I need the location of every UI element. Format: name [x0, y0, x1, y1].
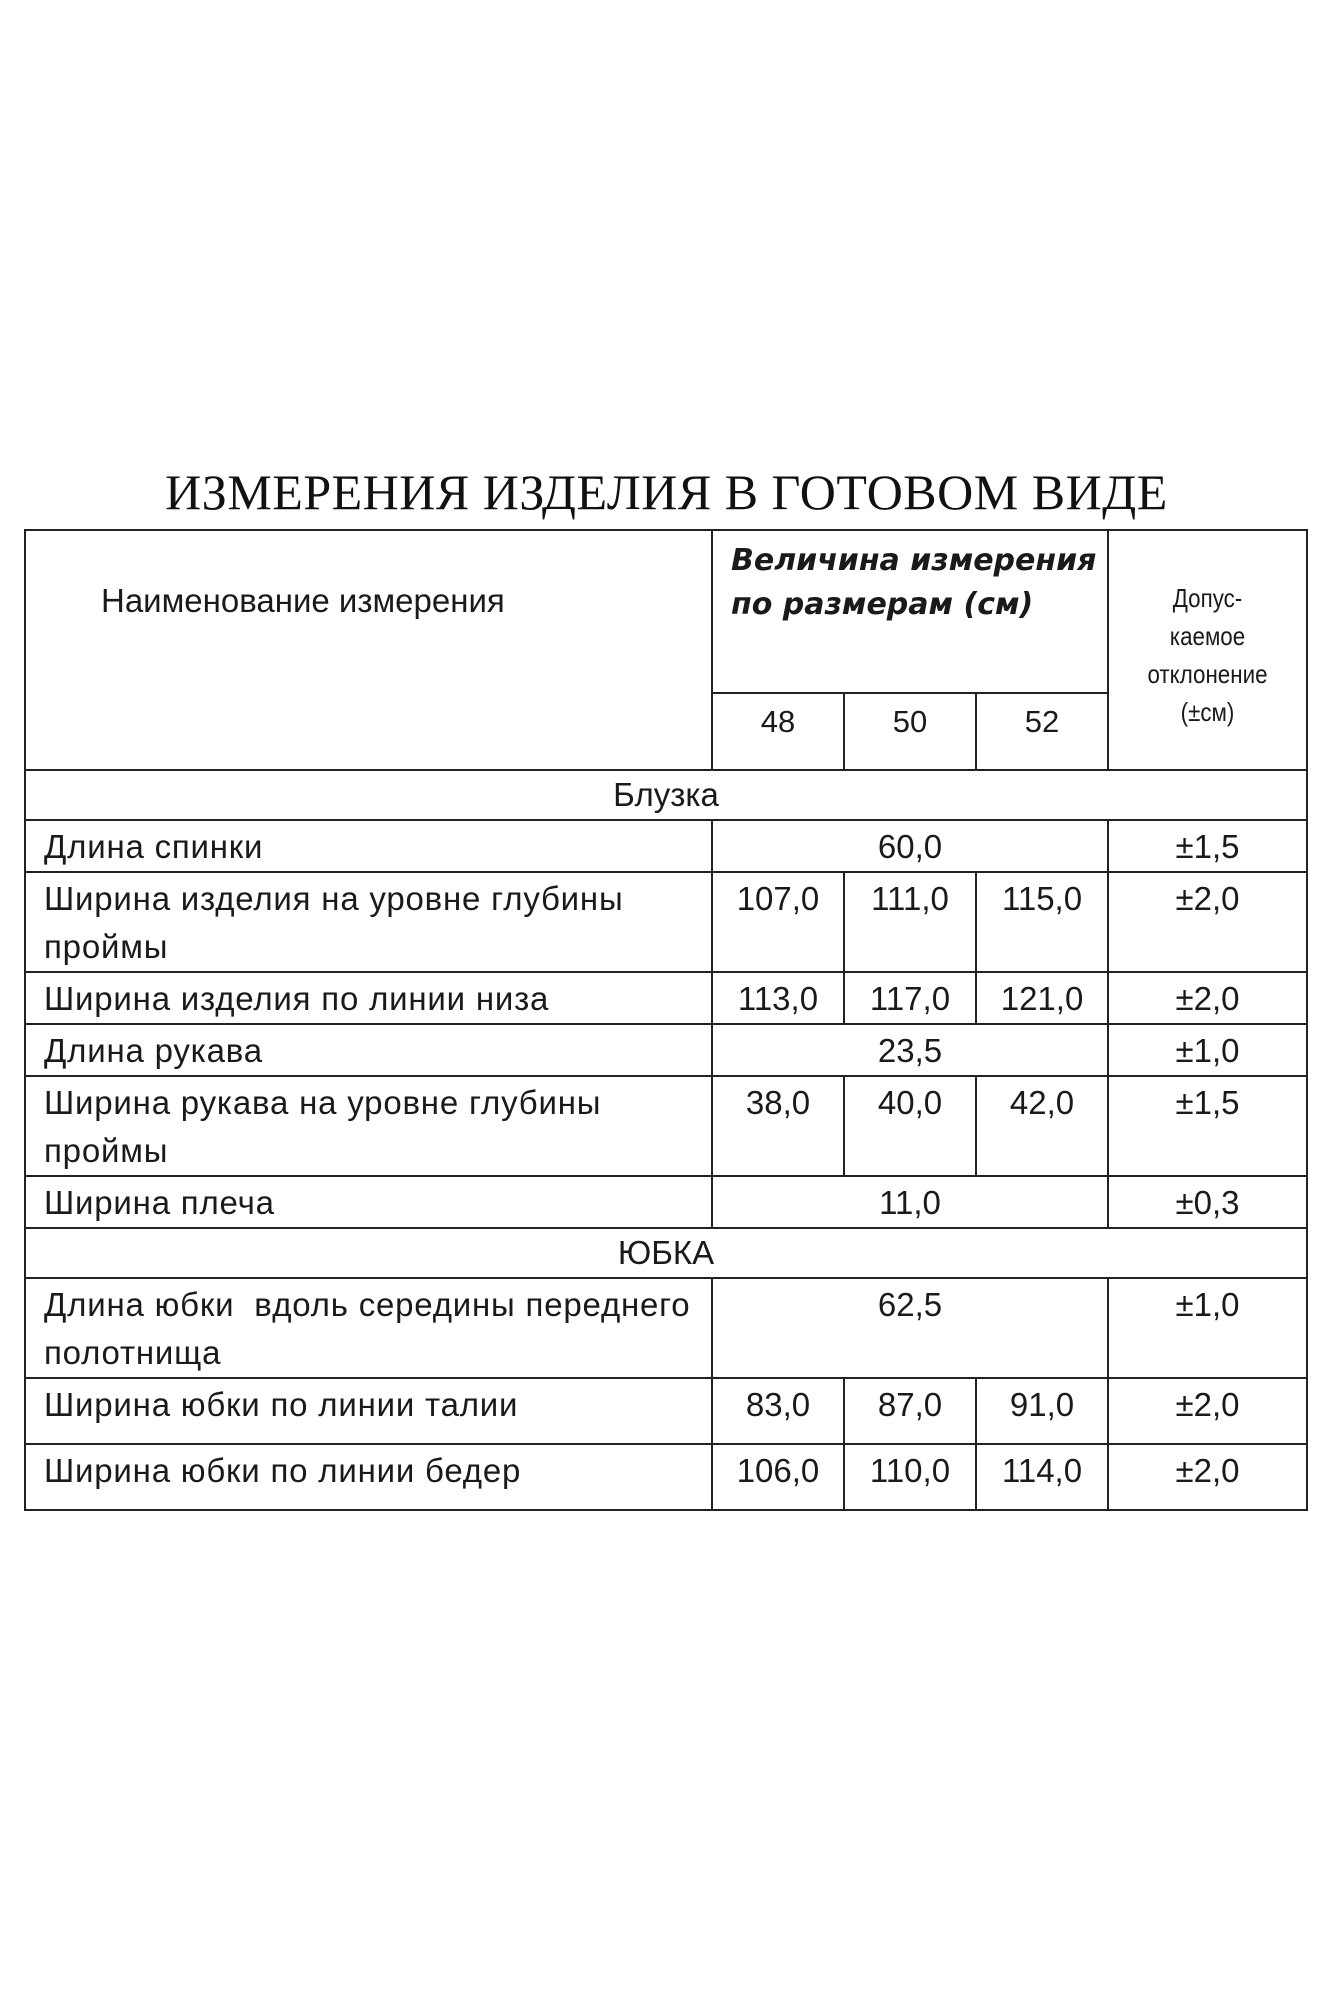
page-title: ИЗМЕРЕНИЯ ИЗДЕЛИЯ В ГОТОВОМ ВИДЕ — [165, 464, 1168, 520]
row-value-50: 117,0 — [844, 972, 976, 1024]
row-merged-value: 23,5 — [712, 1024, 1108, 1076]
row-merged-value: 62,5 — [712, 1278, 1108, 1378]
header-deviation — [1108, 530, 1307, 770]
row-name: Ширина юбки по линии бедер — [25, 1444, 712, 1510]
row-value-52: 42,0 — [976, 1076, 1108, 1176]
row-deviation: ±1,5 — [1108, 820, 1307, 872]
table-row — [25, 1076, 1307, 1176]
section-title-blouse: Блузка — [25, 770, 1307, 820]
row-deviation: ±2,0 — [1108, 1444, 1307, 1510]
header-deviation-line: отклонение — [1147, 659, 1268, 689]
row-value-48: 106,0 — [712, 1444, 844, 1510]
header-size-group — [712, 530, 1108, 693]
header-deviation-line: Допус- — [1172, 583, 1243, 613]
table-row — [25, 1278, 1307, 1378]
row-name: Ширина рукава на уровне глубины проймы — [25, 1076, 712, 1176]
row-name: Ширина изделия по линии низа — [25, 972, 712, 1024]
section-title-skirt: ЮБКА — [25, 1228, 1307, 1278]
row-value-48: 38,0 — [712, 1076, 844, 1176]
table-row — [25, 1378, 1307, 1444]
row-value-50: 87,0 — [844, 1378, 976, 1444]
header-size-50: 50 — [844, 693, 976, 770]
row-deviation: ±2,0 — [1108, 872, 1307, 972]
header-size-52: 52 — [976, 693, 1108, 770]
row-deviation: ±1,0 — [1108, 1024, 1307, 1076]
section-header-row — [25, 1228, 1307, 1278]
header-size-48: 48 — [712, 693, 844, 770]
row-name: Длина юбки вдоль середины переднего полотнища — [25, 1278, 712, 1378]
header-deviation-line: каемое — [1169, 621, 1246, 651]
row-merged-value: 60,0 — [712, 820, 1108, 872]
row-value-52: 91,0 — [976, 1378, 1108, 1444]
table-row — [25, 1024, 1307, 1076]
row-name: Ширина плеча — [25, 1176, 712, 1228]
row-name: Длина спинки — [25, 820, 712, 872]
table-row — [25, 872, 1307, 972]
header-name-column: Наименование измерения — [25, 530, 712, 770]
header-size-group-line1: Величина измерения — [731, 543, 1097, 578]
row-deviation: ±2,0 — [1108, 1378, 1307, 1444]
row-value-48: 113,0 — [712, 972, 844, 1024]
row-value-50: 110,0 — [844, 1444, 976, 1510]
row-value-50: 111,0 — [844, 872, 976, 972]
measurements-table — [24, 529, 1308, 1511]
row-merged-value: 11,0 — [712, 1176, 1108, 1228]
row-name: Длина рукава — [25, 1024, 712, 1076]
row-value-48: 83,0 — [712, 1378, 844, 1444]
row-value-48: 107,0 — [712, 872, 844, 972]
row-deviation: ±0,3 — [1108, 1176, 1307, 1228]
row-name: Ширина юбки по линии талии — [25, 1378, 712, 1444]
table-row — [25, 1176, 1307, 1228]
header-size-group-line2: по размерам (см) — [731, 587, 1034, 622]
row-value-50: 40,0 — [844, 1076, 976, 1176]
table-row — [25, 1444, 1307, 1510]
row-deviation: ±1,0 — [1108, 1278, 1307, 1378]
section-header-row — [25, 770, 1307, 820]
row-deviation: ±2,0 — [1108, 972, 1307, 1024]
header-deviation-line: (±см) — [1180, 697, 1235, 727]
row-value-52: 121,0 — [976, 972, 1108, 1024]
table-row — [25, 972, 1307, 1024]
table-row — [25, 820, 1307, 872]
row-name: Ширина изделия на уровне глубины проймы — [25, 872, 712, 972]
row-deviation: ±1,5 — [1108, 1076, 1307, 1176]
row-value-52: 114,0 — [976, 1444, 1108, 1510]
row-value-52: 115,0 — [976, 872, 1108, 972]
